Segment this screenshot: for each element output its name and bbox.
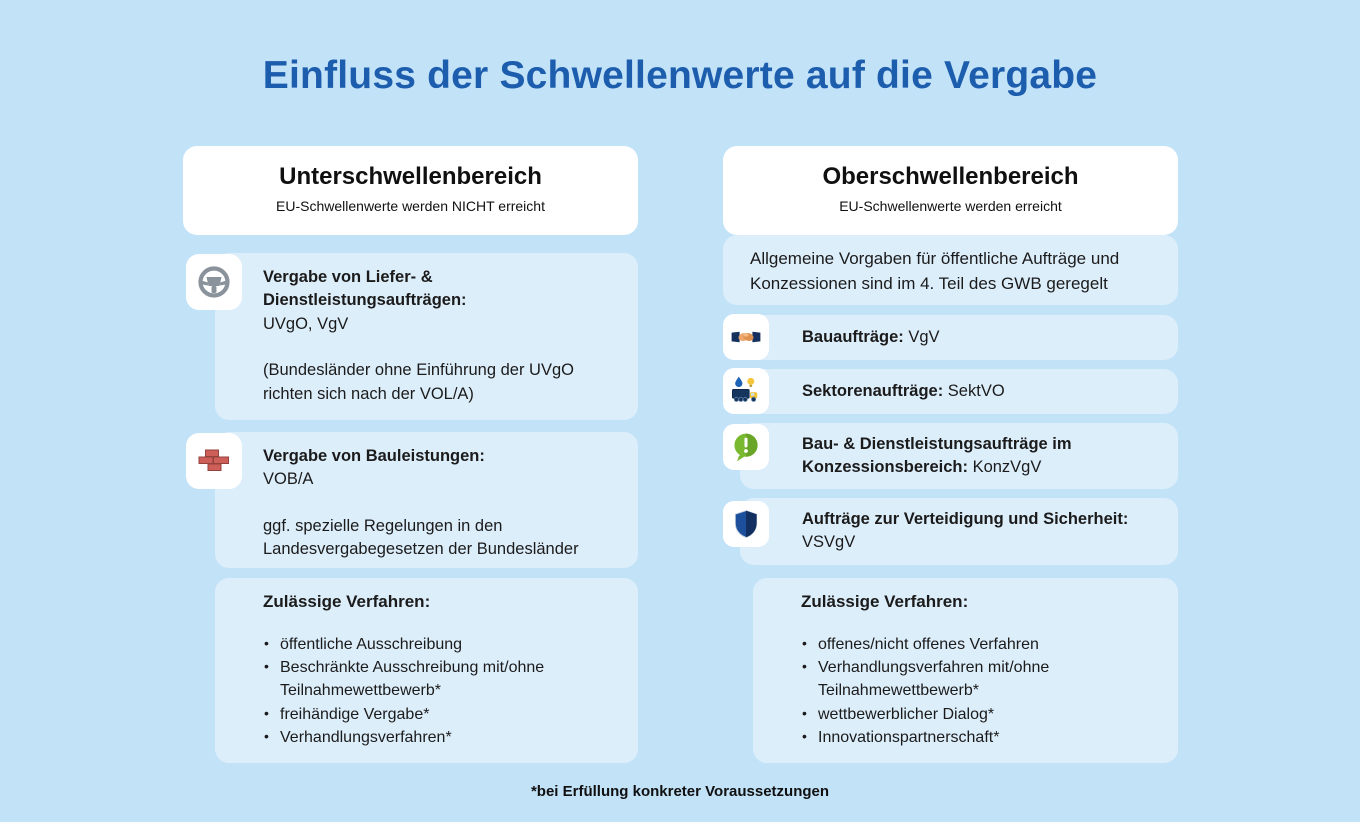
list-item: • Innovationspartnerschaft*	[801, 726, 1162, 749]
left-procedures-card	[215, 578, 638, 763]
column-unterschwellenbereich	[183, 0, 638, 822]
row-konzessionen	[740, 423, 1178, 489]
card-bauleistungen	[215, 432, 638, 568]
list-item: • öffentliche Ausschreibung	[263, 633, 622, 656]
list-item: • Beschränkte Ausschreibung mit/ohne Teilnahmewettbewerb*	[263, 656, 622, 702]
page-title: Einfluss der Schwellenwerte auf die Vergabe	[262, 54, 1098, 97]
card-note: ggf. spezielle Regelungen in den Landesvergabegesetzen der Bundesländer	[263, 516, 579, 559]
handshake-icon	[723, 314, 769, 360]
card-note: (Bundesländer ohne Einführung der UVgO richten sich nach der VOL/A)	[263, 361, 574, 403]
gwb-intro-card: Allgemeine Vorgaben für öffentliche Aufträge und Konzessionen sind im 4. Teil des GWB geregelt	[723, 235, 1178, 305]
card-title: Vergabe von Liefer- & Dienstleistungsaufträgen:	[263, 268, 467, 310]
list-item: • freihändige Vergabe*	[263, 703, 622, 726]
list-item: • Verhandlungsverfahren mit/ohne Teilnahmewettbewerb*	[801, 656, 1162, 702]
exclamation-bubble-icon	[723, 424, 769, 470]
left-header-card	[183, 146, 638, 235]
procedures-title: Zulässige Verfahren:	[263, 592, 431, 611]
row-label: Aufträge zur Verteidigung und Sicherheit:	[802, 510, 1129, 528]
right-header-subtitle: EU-Schwellenwerte werden erreicht	[839, 198, 1062, 214]
row-label: Sektorenaufträge:	[802, 381, 944, 400]
right-header-title: Oberschwellenbereich	[822, 163, 1079, 190]
left-header-subtitle: EU-Schwellenwerte werden NICHT erreicht	[276, 198, 545, 214]
row-value: VgV	[908, 327, 940, 346]
card-value: UVgO, VgV	[263, 314, 349, 333]
shield-icon	[723, 501, 769, 547]
column-oberschwellenbereich	[723, 0, 1178, 822]
bricks-icon	[186, 433, 242, 489]
card-title: Vergabe von Bauleistungen:	[263, 447, 485, 465]
list-item: • Verhandlungsverfahren*	[263, 726, 622, 749]
right-header-card	[723, 146, 1178, 235]
footnote: *bei Erfüllung konkreter Voraussetzungen	[530, 783, 830, 800]
steering-wheel-icon	[186, 254, 242, 310]
row-value: VSVgV	[802, 533, 856, 552]
procedures-title: Zulässige Verfahren:	[801, 592, 969, 611]
right-procedures-card	[753, 578, 1178, 763]
list-item: • offenes/nicht offenes Verfahren	[801, 633, 1162, 656]
list-item: • wettbewerblicher Dialog*	[801, 703, 1162, 726]
row-label: Bauaufträge:	[802, 327, 904, 346]
row-label: Bau- & Dienstleistungsaufträge im Konzessionsbereich:	[802, 435, 1072, 477]
card-value: VOB/A	[263, 470, 314, 489]
row-bauauftraege	[740, 315, 1178, 360]
procedures-list	[801, 633, 1162, 749]
left-header-title: Unterschwellenbereich	[279, 163, 542, 190]
card-liefer-dienstleistung	[215, 253, 638, 420]
row-value: SektVO	[947, 381, 1005, 400]
row-verteidigung	[740, 498, 1178, 565]
row-value: KonzVgV	[972, 458, 1042, 477]
utilities-truck-icon	[723, 368, 769, 414]
procedures-list	[263, 633, 622, 749]
row-sektorenauftraege	[740, 369, 1178, 414]
